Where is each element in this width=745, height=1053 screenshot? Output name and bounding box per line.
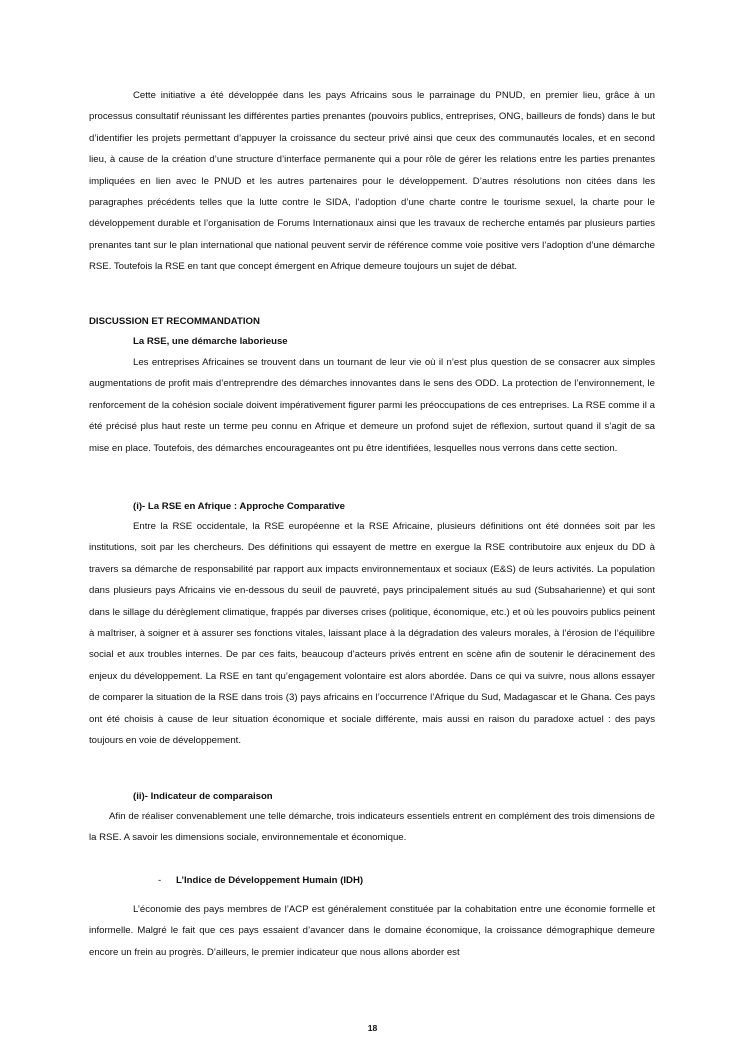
heading-discussion: DISCUSSION ET RECOMMANDATION: [89, 316, 260, 327]
page-number: 18: [367, 1023, 378, 1033]
heading-rse-demarche: La RSE, une démarche laborieuse: [133, 336, 288, 347]
heading-indicateur-comparaison: (ii)- Indicateur de comparaison: [133, 791, 273, 802]
bullet-dash: -: [158, 875, 162, 886]
heading-approche-comparative: (i)- La RSE en Afrique : Approche Comparative: [133, 501, 345, 512]
paragraph-entreprises-africaines: Les entreprises Africaines se trouvent dans un tournant de leur vie où il n’est plus question de se consacrer aux simples augmentations de profit mais d’entreprendre des démarches innovantes dans le sens des ODD. La protection de l’environnement, le renforcement de la cohésion sociale doivent impérativement figurer parmi les préoccupations de ces entreprises. La RSE comme il a été précisé plus haut reste un terme peu connu en Afrique et demeure un profond sujet de réflexion, surtout quand il s’agit de sa mise en place. Toutefois, des démarches encourageantes ont pu être identifiées, lesquelles nous verrons dans cette section.: [89, 357, 655, 454]
paragraph-approche-comparative: Entre la RSE occidentale, la RSE européenne et la RSE Africaine, plusieurs définitions ont été données soit par les institutions, soit par les chercheurs. Des définitions qui essayent de mettre en exergue la RSE contributoire aux enjeux du DD à travers sa démarche de responsabilité par rapport aux impacts environnementaux et sociaux (E&S) de leurs activités. La population dans plusieurs pays Africains vie en-dessous du seuil de pauvreté, pays principalement situés au sud (Subsaharienne) et qui sont dans le sillage du dérèglement climatique, frappés par diverses crises (politique, économique, etc.) et où les pouvoirs publics peinent à maîtriser, à soigner et à assurer ses fonctions vitales, laissant place à la dégradation des valeurs morales, à l’érosion de l’équilibre social et aux troubles internes. De par ces faits, beaucoup d’acteurs privés entrent en scène afin de soutenir le déracinement des enjeux du développement. La RSE en tant qu’engagement volontaire est alors abordée. Dans ce qui va suivre, nous allons essayer de comparer la situation de la RSE dans trois (3) pays africains en l’occurrence l’Afrique du Sud, Madagascar et le Ghana. Ces pays ont été choisis à cause de leur situation économique et sociale différente, mais aussi en raison du paradoxe actuel : des pays toujours en voie de développement.: [89, 521, 655, 747]
paragraph-indicateurs: Afin de réaliser convenablement une telle démarche, trois indicateurs essentiels entrent en complément des trois dimensions de la RSE. A savoir les dimensions sociale, environnementale et économique.: [89, 811, 655, 844]
heading-idh: L’Indice de Développement Humain (IDH): [176, 875, 364, 886]
paragraph-economie-acp: L’économie des pays membres de l’ACP est généralement constituée par la cohabitation entre une économie formelle et informelle. Malgré le fait que ces pays essaient d’avancer dans le domaine économique, la croissance démographique demeure encore un frein au progrès. D’ailleurs, le premier indicateur que nous allons aborder est: [89, 904, 655, 958]
paragraph-initiative-pnud: Cette initiative a été développée dans les pays Africains sous le parrainage du PNUD, en premier lieu, grâce à un processus consultatif réunissant les différentes parties prenantes (pouvoirs publics, entreprises, ONG, bailleurs de fonds) dans le but d’identifier les projets permettant d’appuyer la croissance du secteur privé ainsi que ceux des communautés locales, et en second lieu, à cause de la création d’une structure d’interface permanente qui a pour rôle de gérer les relations entre les parties prenantes impliquées en lien avec le PNUD et les autres partenaires pour le développement. D’autres résolutions non citées dans les paragraphes précédents telles que la lutte contre le SIDA, l’adoption d’une charte contre le tourisme sexuel, la charte pour le développement durable et l’organisation de Forums Internationaux ainsi que les travaux de recherche entamés par plusieurs parties prenantes tant sur le plan international que national peuvent servir de référence comme voie positive vers l’adoption d’une démarche RSE. Toutefois la RSE en tant que concept émergent en Afrique demeure toujours un sujet de débat.: [89, 90, 655, 273]
